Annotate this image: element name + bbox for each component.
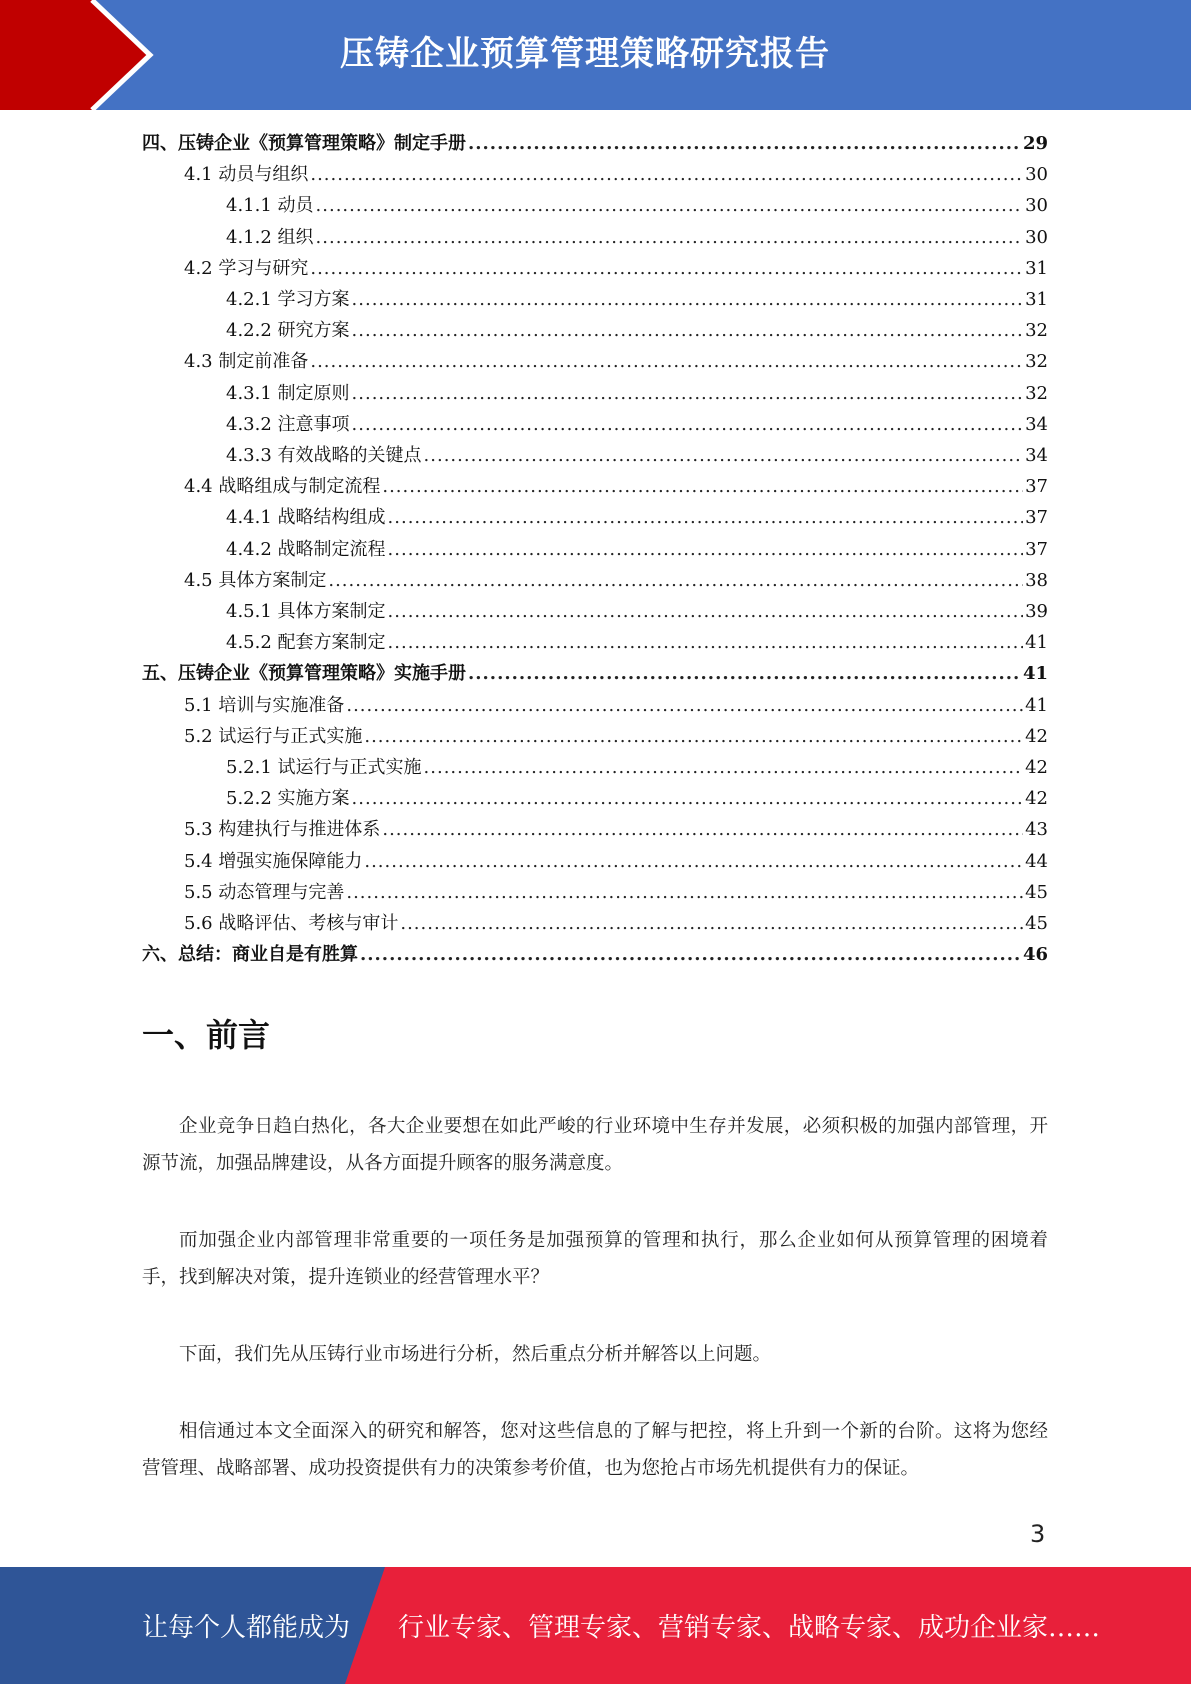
toc-entry[interactable]	[142, 939, 1048, 970]
toc-entry-label: 4.2.2 研究方案	[226, 320, 350, 342]
toc-entry[interactable]	[226, 783, 1048, 814]
toc-leader-dots	[424, 752, 1024, 783]
section-heading: 一、前言	[142, 1016, 271, 1054]
toc-leader-dots	[382, 471, 1023, 502]
toc-leader-dots	[352, 783, 1024, 814]
toc-entry-page: 44	[1025, 850, 1048, 872]
toc-entry[interactable]	[184, 877, 1048, 908]
toc-entry-label: 4.5.1 具体方案制定	[226, 601, 386, 622]
toc-leader-dots	[400, 908, 1023, 939]
toc-leader-dots	[346, 690, 1023, 721]
toc-entry[interactable]	[184, 565, 1048, 596]
toc-entry[interactable]	[184, 908, 1048, 939]
toc-entry-label: 4.3 制定前准备	[184, 351, 309, 373]
toc-leader-dots	[352, 409, 1024, 440]
toc-entry-page: 42	[1025, 788, 1048, 810]
toc-entry[interactable]	[184, 253, 1048, 284]
toc-entry-label: 5.1 培训与实施准备	[184, 694, 345, 716]
toc-leader-dots	[468, 658, 1021, 689]
toc-entry[interactable]	[226, 284, 1048, 315]
toc-entry-label: 4.2.1 学习方案	[226, 289, 350, 310]
toc-entry-page: 42	[1025, 757, 1048, 778]
page-number: 3	[1030, 1520, 1046, 1548]
toc-entry[interactable]	[184, 471, 1048, 502]
toc-leader-dots	[388, 596, 1024, 627]
toc-entry[interactable]	[184, 346, 1048, 377]
toc-entry-page: 38	[1025, 569, 1048, 591]
toc-leader-dots	[316, 222, 1024, 253]
toc-entry-label: 四、压铸企业《预算管理策略》制定手册	[142, 133, 466, 154]
footer-slogan-right: 行业专家、管理专家、营销专家、战略专家、成功企业家……	[398, 1613, 1101, 1643]
toc-entry[interactable]	[226, 752, 1048, 783]
toc-entry-page: 30	[1025, 195, 1048, 217]
toc-entry[interactable]	[142, 658, 1048, 689]
toc-leader-dots	[388, 502, 1024, 533]
toc-entry[interactable]	[226, 596, 1048, 627]
toc-entry-label: 4.4 战略组成与制定流程	[184, 476, 381, 498]
toc-entry-label: 六、总结：商业自是有胜算	[142, 944, 358, 966]
toc-leader-dots	[352, 315, 1024, 346]
toc-entry[interactable]	[184, 814, 1048, 845]
toc-entry-page: 45	[1025, 913, 1048, 934]
toc-leader-dots	[424, 440, 1024, 471]
toc-entry-label: 4.1.2 组织	[226, 226, 314, 248]
toc-entry-page: 34	[1025, 413, 1048, 435]
toc-entry-page: 29	[1022, 133, 1048, 154]
toc-entry-page: 45	[1025, 881, 1048, 903]
toc-entry[interactable]	[184, 721, 1048, 752]
toc-entry-page: 42	[1025, 725, 1048, 747]
intro-paragraph-4: 相信通过本文全面深入的研究和解答，您对这些信息的了解与把控，将上升到一个新的台阶。这将为您经营管理、战略部署、成功投资提供有力的决策参考价值，也为您抢占市场先机提供有力的保证。	[142, 1421, 1048, 1479]
toc-entry-label: 4.3.2 注意事项	[226, 413, 350, 435]
header-banner	[0, 0, 1191, 110]
toc-leader-dots	[310, 346, 1023, 377]
toc-leader-dots	[310, 159, 1023, 190]
toc-entry-label: 4.1.1 动员	[226, 195, 314, 217]
intro-paragraph-2: 而加强企业内部管理非常重要的一项任务是加强预算的管理和执行，那么企业如何从预算管理的困境着手，找到解决对策，提升连锁业的经营管理水平？	[142, 1230, 1048, 1288]
toc-entry-page: 41	[1025, 632, 1048, 654]
toc-entry-page: 43	[1025, 819, 1048, 841]
toc-entry-label: 5.4 增强实施保障能力	[184, 850, 363, 872]
toc-entry-page: 34	[1025, 445, 1048, 466]
toc-entry[interactable]	[142, 128, 1048, 159]
toc-leader-dots	[364, 721, 1023, 752]
toc-entry[interactable]	[226, 534, 1048, 565]
toc-entry-page: 46	[1022, 944, 1048, 966]
toc-leader-dots	[352, 284, 1024, 315]
toc-entry-label: 4.4.2 战略制定流程	[226, 538, 386, 560]
toc-entry[interactable]	[184, 846, 1048, 877]
toc-entry-label: 五、压铸企业《预算管理策略》实施手册	[142, 663, 466, 685]
toc-entry-page: 41	[1025, 694, 1048, 716]
toc-leader-dots	[346, 877, 1023, 908]
toc-entry-label: 4.5.2 配套方案制定	[226, 632, 386, 654]
intro-paragraph-1: 企业竞争日趋白热化，各大企业要想在如此严峻的行业环境中生存并发展，必须积极的加强内部管理，开源节流，加强品牌建设，从各方面提升顾客的服务满意度。	[142, 1116, 1048, 1174]
toc-leader-dots	[364, 846, 1023, 877]
toc-entry-label: 5.6 战略评估、考核与审计	[184, 913, 399, 934]
toc-entry-label: 4.5 具体方案制定	[184, 569, 327, 591]
toc-entry-label: 5.5 动态管理与完善	[184, 881, 345, 903]
footer-banner	[0, 1567, 1191, 1684]
toc-leader-dots	[388, 627, 1024, 658]
toc-entry-label: 5.2.1 试运行与正式实施	[226, 757, 422, 778]
toc-entry-label: 4.1 动员与组织	[184, 164, 309, 186]
document-title: 压铸企业预算管理策略研究报告	[340, 34, 830, 74]
intro-paragraph-3: 下面，我们先从压铸行业市场进行分析，然后重点分析并解答以上问题。	[179, 1344, 772, 1365]
toc-entry[interactable]	[226, 190, 1048, 221]
toc-entry[interactable]	[226, 440, 1048, 471]
toc-leader-dots	[310, 253, 1023, 284]
toc-entry-label: 5.2.2 实施方案	[226, 788, 350, 810]
toc-leader-dots	[352, 378, 1024, 409]
toc-leader-dots	[328, 565, 1023, 596]
toc-leader-dots	[388, 534, 1024, 565]
toc-entry-page: 39	[1025, 601, 1048, 622]
toc-leader-dots	[360, 939, 1021, 970]
toc-entry[interactable]	[226, 222, 1048, 253]
toc-entry-page: 32	[1025, 320, 1048, 342]
toc-entry-page: 30	[1025, 164, 1048, 186]
footer-slogan-left: 让每个人都能成为	[142, 1613, 351, 1643]
toc-entry-label: 5.3 构建执行与推进体系	[184, 819, 381, 841]
toc-entry-label: 4.4.1 战略结构组成	[226, 507, 386, 529]
toc-entry[interactable]	[226, 315, 1048, 346]
toc-entry-page: 30	[1025, 226, 1048, 248]
toc-entry[interactable]	[226, 502, 1048, 533]
toc-entry-page: 31	[1025, 289, 1048, 310]
toc-entry-page: 37	[1025, 476, 1048, 498]
toc-entry[interactable]	[226, 409, 1048, 440]
toc-leader-dots	[468, 128, 1021, 159]
toc-entry-label: 4.2 学习与研究	[184, 257, 309, 279]
toc-entry-page: 41	[1022, 663, 1048, 685]
toc-entry-page: 37	[1025, 538, 1048, 560]
toc-entry[interactable]	[184, 690, 1048, 721]
toc-entry[interactable]	[226, 627, 1048, 658]
toc-entry-page: 32	[1025, 382, 1048, 404]
toc-entry-page: 37	[1025, 507, 1048, 529]
toc-entry-label: 4.3.1 制定原则	[226, 382, 350, 404]
toc-entry-page: 32	[1025, 351, 1048, 373]
toc-entry[interactable]	[184, 159, 1048, 190]
toc-entry-label: 4.3.3 有效战略的关键点	[226, 445, 422, 466]
toc-entry-page: 31	[1025, 257, 1048, 279]
toc-leader-dots	[316, 190, 1024, 221]
toc-leader-dots	[382, 814, 1023, 845]
toc-entry-label: 5.2 试运行与正式实施	[184, 725, 363, 747]
toc-entry[interactable]	[226, 378, 1048, 409]
